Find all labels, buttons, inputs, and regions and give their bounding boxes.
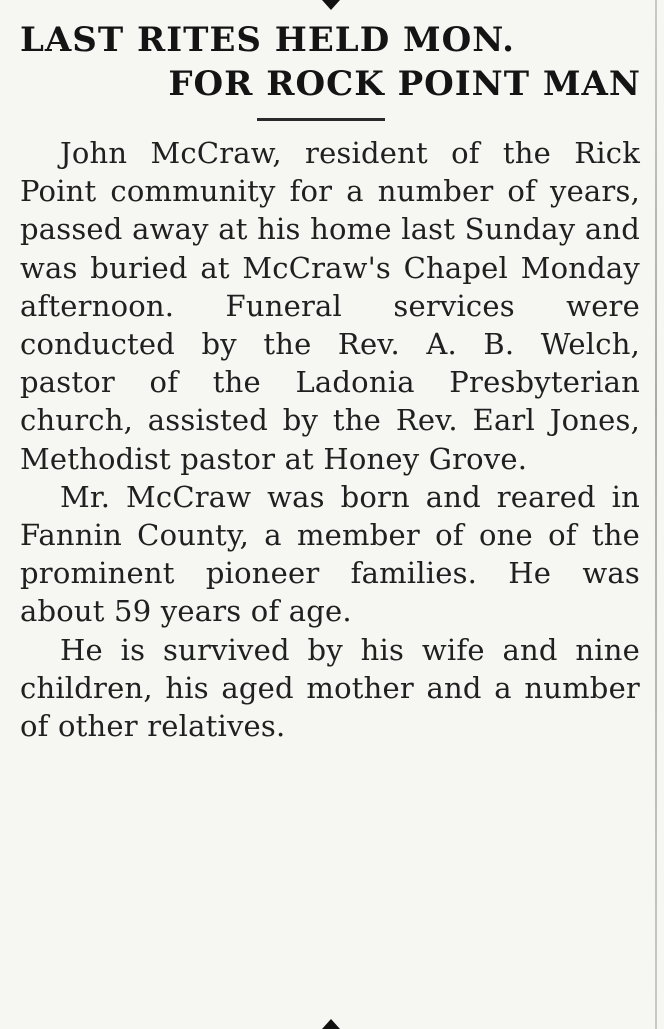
bottom-ornament [322,1019,340,1029]
column-rule [655,0,657,1029]
headline [20,18,645,106]
top-ornament [322,0,340,10]
headline-line-1: LAST RITES HELD MON. [20,20,516,60]
headline-divider [257,118,385,121]
paragraph: He is survived by his wife and nine children, his aged mother and a number of other relatives. [20,632,640,744]
paragraph: Mr. McCraw was born and reared in Fannin County, a member of one of the prominent pioneer families. He was about 59 years of age. [20,479,640,629]
paragraph: John McCraw, resident of the Rick Point community for a number of years, passed away at his home last Sunday and was buried at McCraw's Chapel Monday afternoon. Funeral services were conducted by the Rev. A. B. Welch, pastor of the Ladonia Presbyterian church, assisted by the Rev. Earl Jones, Methodist pastor at Honey Grove. [20,136,640,476]
headline-line-2: FOR ROCK POINT MAN [168,64,641,104]
article-body [20,134,640,745]
